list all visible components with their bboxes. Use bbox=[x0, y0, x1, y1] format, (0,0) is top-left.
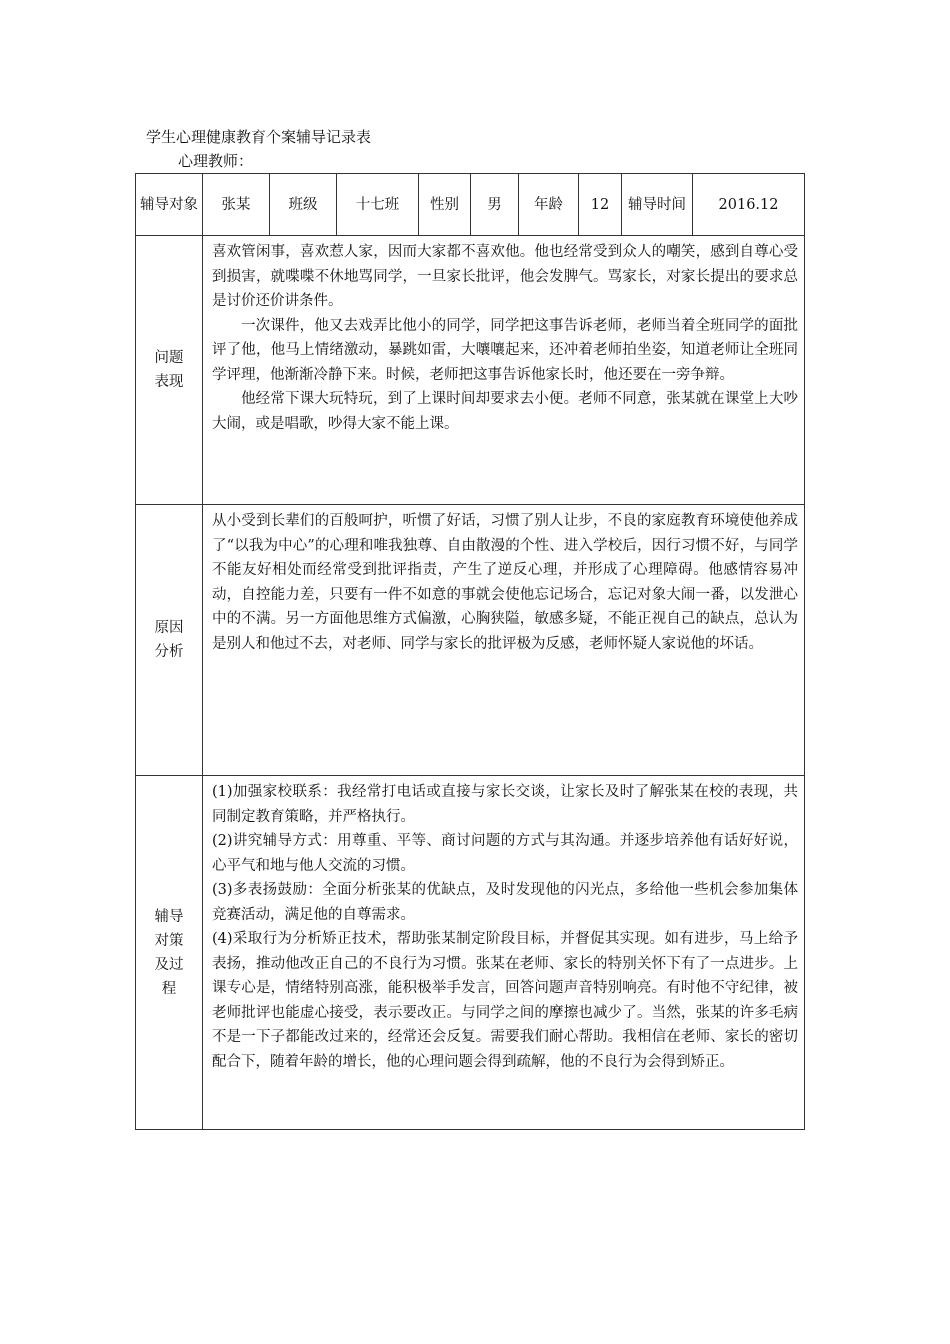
time-value: 2016.12 bbox=[718, 196, 779, 213]
target-label: 辅导对象 bbox=[140, 196, 198, 213]
cause-content-cell bbox=[203, 505, 805, 776]
age-label-cell bbox=[519, 174, 579, 236]
gender-value: 男 bbox=[487, 196, 502, 213]
gender-label: 性别 bbox=[430, 196, 459, 213]
class-value-cell bbox=[337, 174, 419, 236]
age-value: 12 bbox=[590, 196, 610, 213]
method-item: (3)多表扬鼓励：全面分析张某的优缺点，及时发现他的闪光点，多给他一些机会参加集体竞赛活动，满足他的自尊需求。 bbox=[212, 882, 798, 923]
cause-label: 原因分析 bbox=[154, 620, 184, 660]
time-label-cell bbox=[622, 174, 693, 236]
class-label: 班级 bbox=[288, 196, 318, 213]
cause-row bbox=[136, 505, 805, 776]
problem-paragraph: 喜欢管闲事，喜欢惹人家，因而大家都不喜欢他。他也经常受到众人的嘲笑，感到自尊心受到损害，就喋喋不休地骂同学，一旦家长批评，他会发脾气。骂家长，对家长提出的要求总是讨价还价讲条件。 bbox=[212, 244, 798, 309]
age-value-cell bbox=[579, 174, 622, 236]
age-label: 年龄 bbox=[534, 196, 563, 213]
class-value: 十七班 bbox=[355, 196, 400, 213]
time-value-cell bbox=[693, 174, 805, 236]
problem-paragraph: 一次课件，他又去戏弄比他小的同学，同学把这事告诉老师，老师当着全班同学的面批评了他，他马上情绪激动，暴跳如雷，大嚷嚷起来，还冲着老师拍坐姿，知道老师让全班同学评理，他渐渐冷静下来。时候，老师把这事告诉他家长时，他还要在一旁争辩。 bbox=[212, 317, 798, 383]
record-table bbox=[135, 173, 805, 1130]
header-row bbox=[136, 174, 805, 236]
method-item: (2)讲究辅导方式：用尊重、平等、商讨问题的方式与其沟通。并逐步培养他有话好好说，心平气和地与他人交流的习惯。 bbox=[212, 833, 798, 874]
problem-label: 问题表现 bbox=[154, 350, 184, 390]
method-row bbox=[136, 776, 805, 1130]
teacher-label: 心理教师： bbox=[178, 152, 254, 170]
student-name: 张某 bbox=[221, 196, 251, 213]
method-label-cell bbox=[136, 776, 203, 1130]
problem-label-cell bbox=[136, 236, 203, 505]
problem-paragraph: 他经常下课大玩特玩，到了上课时间却要求去小便。老师不同意，张某就在课堂上大吵大闹，或是唱歌，吵得大家不能上课。 bbox=[212, 391, 798, 432]
student-name-cell bbox=[203, 174, 270, 236]
gender-value-cell bbox=[471, 174, 519, 236]
problem-row bbox=[136, 236, 805, 505]
time-label: 辅导时间 bbox=[628, 196, 686, 213]
method-item: (4)采取行为分析矫正技术，帮助张某制定阶段目标，并督促其实现。如有进步，马上给予表扬，推动他改正自己的不良行为习惯。张某在老师、家长的特别关怀下有了一点进步。上课专心是，情绪特别高涨，能积极举手发言，回答问题声音特别响亮。有时他不守纪律，被老师批评也能虚心接受，表示要改正。与同学之间的摩擦也减少了。当然，张某的许多毛病不是一下子都能改过来的，经常还会反复。需要我们耐心帮助。我相信在老师、家长的密切配合下，随着年龄的增长，他的心理问题会得到疏解，他的不良行为会得到矫正。 bbox=[212, 931, 798, 1070]
method-label: 辅导对策及过程 bbox=[154, 908, 184, 997]
method-content-cell bbox=[203, 776, 805, 1130]
cause-label-cell bbox=[136, 505, 203, 776]
class-label-cell bbox=[270, 174, 337, 236]
cause-text: 从小受到长辈们的百般呵护，听惯了好话，习惯了别人让步，不良的家庭教育环境使他养成了“以我为中心”的心理和唯我独尊、自由散漫的个性、进入学校后，因行习惯不好，与同学不能友好相处而经常受到批评指责，产生了逆反心理，并形成了心理障碍。他感情容易冲动，自控能力差，只要有一件不如意的事就会使他忘记场合，忘记对象大闹一番，以发泄心中的不满。另一方面他思维方式偏激，心胸狭隘，敏感多疑，不能正视自己的缺点，总认为是别人和他过不去，对老师、同学与家长的批评极为反感，老师怀疑人家说他的坏话。 bbox=[212, 513, 798, 652]
gender-label-cell bbox=[419, 174, 471, 236]
target-label-cell bbox=[136, 174, 203, 236]
problem-content-cell bbox=[203, 236, 805, 505]
method-item: (1)加强家校联系：我经常打电话或直接与家长交谈，让家长及时了解张某在校的表现，共同制定教育策略，并严格执行。 bbox=[212, 784, 798, 825]
document-title: 学生心理健康教育个案辅导记录表 bbox=[146, 128, 372, 146]
